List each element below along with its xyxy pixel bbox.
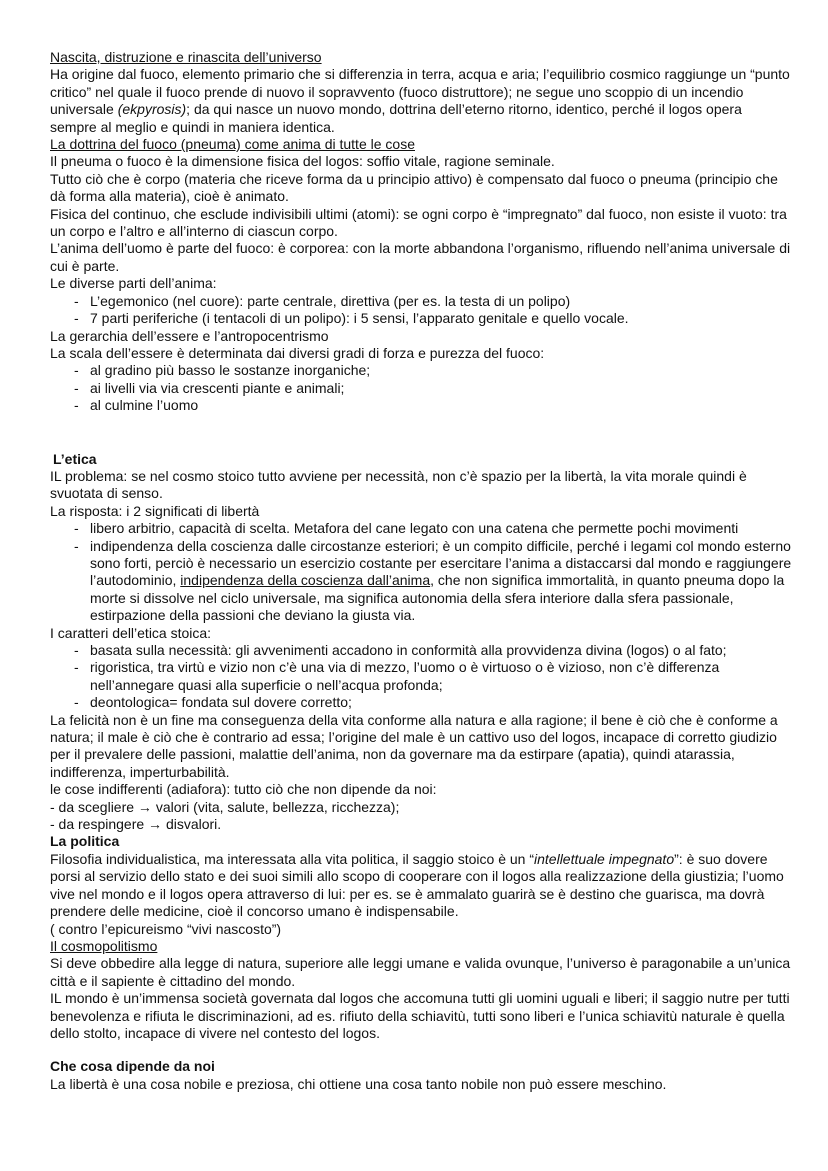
term-italic: (ekpyrosis) [117, 101, 187, 118]
paragraph: Fisica del continuo, che esclude indivisibili ultimi (atomi): se ogni corpo è “impregnato” dal fuoco, non esiste il vuoto: tra un corpo e l’altro e all’interno di ciascun corpo. [50, 205, 787, 240]
list-item: - al gradino più basso le sostanze inorganiche; [74, 362, 792, 379]
paragraph: La felicità non è un fine ma conseguenza della vita conforme alla natura e alla ragione; il bene è ciò che è conforme a natura; il male è ciò che è contrario ad essa; l’origine del male è un cattivo uso del logos, incapace di corretto giudizio per il prevalere delle passioni, malattie dell’anima, non da governare ma da estirpare (apatia), quindi atarassia, indifferenza, imperturbabilità. [50, 711, 778, 780]
list-item: - deontologica= fondata sul dovere corretto; [74, 694, 792, 711]
list-item: - rigoristica, tra virtù e vizio non c’è una via di mezzo, l’uomo o è virtuoso o è vizioso, non c’è differenza nell’annegare quasi alla superficie o nell’acqua profonda; [74, 659, 792, 694]
text-span: Filosofia individualistica, ma interessata alla vita politica, il saggio stoico è un “ [50, 850, 535, 867]
paragraph: Il pneuma o fuoco è la dimensione fisica del logos: soffio vitale, ragione seminale. [50, 153, 555, 170]
list-caratteri-etica [50, 642, 792, 712]
list-significati-liberta [50, 520, 792, 624]
paragraph: - da scegliere → valori (vita, salute, bellezza, ricchezza); [50, 798, 400, 815]
list-item [74, 538, 792, 625]
paragraph: La libertà è una cosa nobile e preziosa, chi ottiene una cosa tanto nobile non può essere meschino. [50, 1075, 667, 1092]
text-span: , che non significa immortalità, in quanto pneuma dopo la morte si dissolve nel ciclo universale, ma significa autonomia della sfera interiore dalla sfera passionale, estirpazione della passioni che deviano la giusta via. [90, 572, 785, 624]
paragraph: L’anima dell’uomo è parte del fuoco: è corporea: con la morte abbandona l’organismo, rifluendo nell’anima universale di cui è parte. [50, 240, 791, 274]
spacer [50, 1042, 792, 1058]
list-item: - L’egemonico (nel cuore): parte centrale, direttiva (per es. la testa di un polipo) [74, 293, 792, 310]
section-title-nascita: Nascita, distruzione e rinascita dell’universo [50, 49, 322, 65]
underlined-text: indipendenza della coscienza dall’anima [180, 572, 431, 589]
paragraph: Le diverse parti dell’anima: [50, 275, 217, 292]
section-title-etica: L’etica [53, 450, 97, 467]
paragraph [50, 66, 792, 136]
text-span: ”: è suo dovere porsi al servizio dello stato e dei suoi simili allo scopo di cooperare con il logos alla realizzazione della giustizia; l’uomo vive nel mondo e il logos opera attraverso di lui: per es. se è ammalato guarirà se è destino che guarisca, ma dovrà prendere delle medicine, cioè il concorso umano è indispensabile. [50, 850, 784, 920]
paragraph: I caratteri dell’etica stoica: [50, 624, 212, 641]
paragraph: Si deve obbedire alla legge di natura, superiore alle leggi umane e valida ovunque, l’universo è paragonabile a un’unica città e il sapiente è cittadino del mondo. [50, 955, 791, 989]
term-italic: intellettuale impegnato [534, 850, 675, 867]
section-title-politica: La politica [50, 833, 120, 850]
spacer [50, 415, 792, 451]
paragraph: le cose indifferenti (adiafora): tutto ciò che non dipende da noi: [50, 781, 437, 798]
section-title-cosmopolitismo: Il cosmopolitismo [50, 937, 158, 954]
text-span: indipendenza della coscienza dalle circostanze esteriori; è un compito difficile, perché i legami col mondo esterno sono forti, perciò è necessario un esercizio costante per esercitare l’anima a distaccarsi dal mondo e raggiungere l’autodominio, [90, 537, 792, 589]
list-item: - ai livelli via via crescenti piante e animali; [74, 380, 792, 397]
section-title-dipende: Che cosa dipende da noi [50, 1058, 215, 1075]
paragraph: La scala dell’essere è determinata dai diversi gradi di forza e purezza del fuoco: [50, 344, 545, 361]
list-item: - al culmine l’uomo [74, 397, 792, 414]
text-span: Ha origine dal fuoco, elemento primario che si differenzia in terra, acqua e aria; l’equilibrio cosmico raggiunge un “punto critico” nel quale il fuoco prende di nuovo il sopravvento (fuoco distruttore); ne segue uno scoppio di un incendio universale [50, 66, 790, 118]
paragraph: - da respingere → disvalori. [50, 816, 222, 833]
list-item: - 7 parti periferiche (i tentacoli di un polipo): i 5 sensi, l’apparato genitale e quello vocale. [74, 310, 792, 327]
paragraph: IL problema: se nel cosmo stoico tutto avviene per necessità, non c’è spazio per la libertà, la vita morale quindi è svuotata di senso. [50, 467, 747, 502]
paragraph [50, 851, 792, 921]
paragraph: ( contro l’epicureismo “vivi nascosto”) [50, 920, 282, 937]
text-span: ; da qui nasce un nuovo mondo, dottrina dell’eterno ritorno, identico, perché il logos opera sempre al meglio e quindi in maniera identica. [50, 101, 742, 135]
list-item: - basata sulla necessità: gli avvenimenti accadono in conformità alla provvidenza divina (logos) o al fato; [74, 642, 792, 659]
paragraph: IL mondo è un’immensa società governata dal logos che accomuna tutti gli uomini uguali e liberi; il saggio nutre per tutti benevolenza e rifiuta le discriminazioni, ad es. rifiuto della schiavitù, tutti sono liberi e l’unica schiavitù naturale è quella dello stolto, incapace di vivere nel contesto del logos. [50, 990, 790, 1041]
list-scala-essere [50, 362, 792, 414]
list-item: - libero arbitrio, capacità di scelta. Metafora del cane legato con una catena che permette pochi movimenti [74, 520, 792, 537]
paragraph: La risposta: i 2 significati di libertà [50, 502, 260, 519]
list-parti-anima [50, 293, 792, 328]
section-title-gerarchia: La gerarchia dell’essere e l’antropocentrismo [50, 327, 329, 344]
paragraph: Tutto ciò che è corpo (materia che riceve forma da u principio attivo) è compensato dal fuoco o pneuma (principio che dà forma alla materia), cioè è animato. [50, 170, 778, 205]
section-title-pneuma: La dottrina del fuoco (pneuma) come anima di tutte le cose [50, 136, 415, 153]
